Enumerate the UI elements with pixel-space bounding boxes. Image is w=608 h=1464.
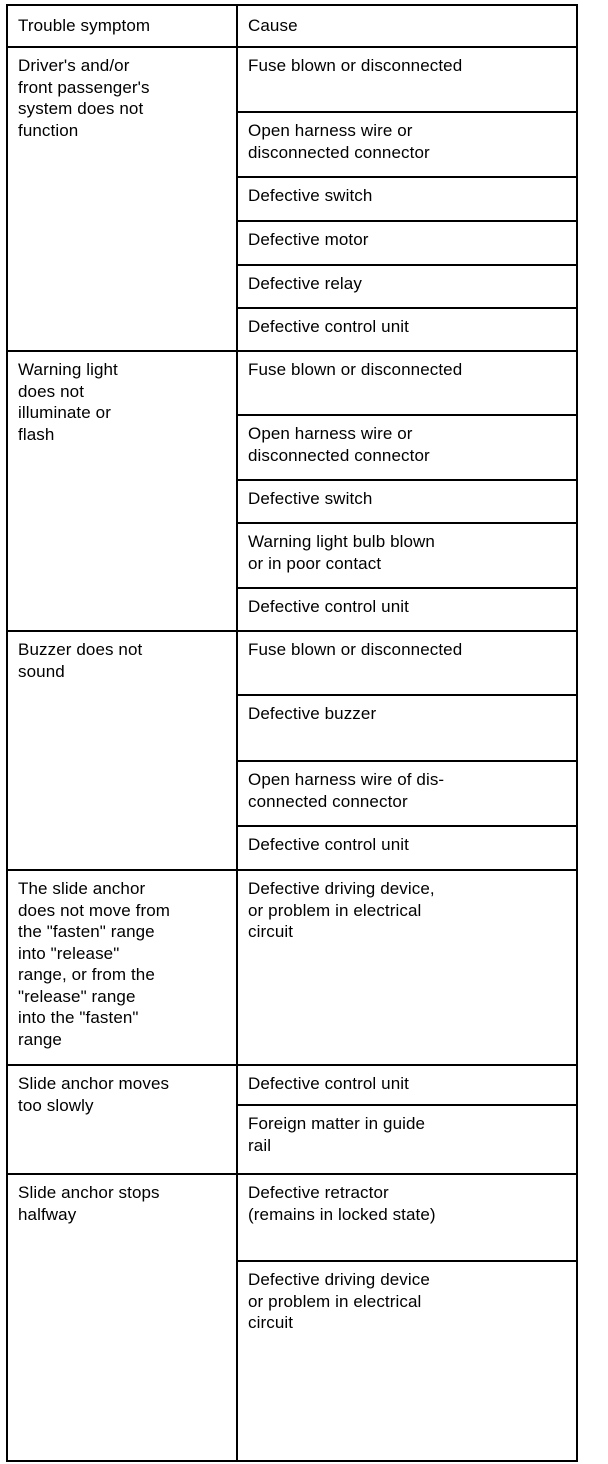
cause-cell-text: Defective control unit — [248, 835, 409, 854]
symptom-cell — [6, 630, 238, 871]
header-trouble-symptom-text: Trouble symptom — [18, 16, 151, 35]
cause-cell-text: Fuse blown or disconnected — [248, 640, 463, 659]
cause-cell — [236, 760, 578, 827]
cause-cell-text: Open harness wire or disconnected connector — [248, 424, 430, 465]
cause-cell-text: Defective relay — [248, 274, 362, 293]
symptom-cell-text: Buzzer does not sound — [18, 640, 143, 681]
cause-cell — [236, 111, 578, 178]
cause-cell-text: Fuse blown or disconnected — [248, 360, 463, 379]
cause-cell-text: Defective buzzer — [248, 704, 377, 723]
cause-cell-text: Warning light bulb blown or in poor contact — [248, 532, 435, 573]
cause-cell-text: Defective motor — [248, 230, 369, 249]
cause-cell — [236, 479, 578, 524]
header-cause-text: Cause — [248, 16, 298, 35]
cause-cell — [236, 176, 578, 222]
cause-cell-text: Foreign matter in guide rail — [248, 1114, 426, 1155]
cause-cell-text: Open harness wire of dis- connected connector — [248, 770, 445, 811]
symptom-cell — [6, 869, 238, 1066]
cause-cell-text: Defective control unit — [248, 317, 409, 336]
cause-cell — [236, 522, 578, 589]
cause-cell-text: Defective driving device, or problem in electrical circuit — [248, 879, 435, 941]
cause-cell — [236, 46, 578, 113]
cause-cell — [236, 694, 578, 762]
symptom-cell-text: Slide anchor stops halfway — [18, 1183, 160, 1224]
header-trouble-symptom — [6, 4, 238, 48]
cause-cell — [236, 1064, 578, 1106]
symptom-cell — [6, 46, 238, 352]
cause-cell-text: Defective switch — [248, 489, 373, 508]
cause-cell — [236, 1260, 578, 1462]
symptom-cell — [6, 1173, 238, 1462]
cause-cell — [236, 587, 578, 632]
symptom-cell-text: Driver's and/or front passenger's system does not function — [18, 56, 150, 140]
cause-cell — [236, 869, 578, 1066]
cause-cell-text: Defective control unit — [248, 1074, 409, 1093]
symptom-cell — [6, 1064, 238, 1175]
cause-cell-text: Defective control unit — [248, 597, 409, 616]
symptom-cell-text: Warning light does not illuminate or flash — [18, 360, 118, 444]
cause-cell-text: Defective driving device or problem in electrical circuit — [248, 1270, 430, 1332]
cause-cell — [236, 1104, 578, 1175]
symptom-cell-text: Slide anchor moves too slowly — [18, 1074, 170, 1115]
cause-cell — [236, 264, 578, 309]
cause-cell — [236, 350, 578, 416]
cause-cell — [236, 630, 578, 696]
cause-cell — [236, 414, 578, 481]
cause-cell-text: Defective retractor (remains in locked state) — [248, 1183, 436, 1224]
header-cause — [236, 4, 578, 48]
cause-cell — [236, 1173, 578, 1262]
cause-cell-text: Defective switch — [248, 186, 373, 205]
symptom-cell — [6, 350, 238, 632]
cause-cell-text: Open harness wire or disconnected connector — [248, 121, 430, 162]
symptom-cell-text: The slide anchor does not move from the "fasten" range into "release" range, or from the "release" range into the "fasten" range — [18, 879, 171, 1049]
cause-cell — [236, 220, 578, 266]
cause-cell-text: Fuse blown or disconnected — [248, 56, 463, 75]
cause-cell — [236, 307, 578, 352]
cause-cell — [236, 825, 578, 871]
